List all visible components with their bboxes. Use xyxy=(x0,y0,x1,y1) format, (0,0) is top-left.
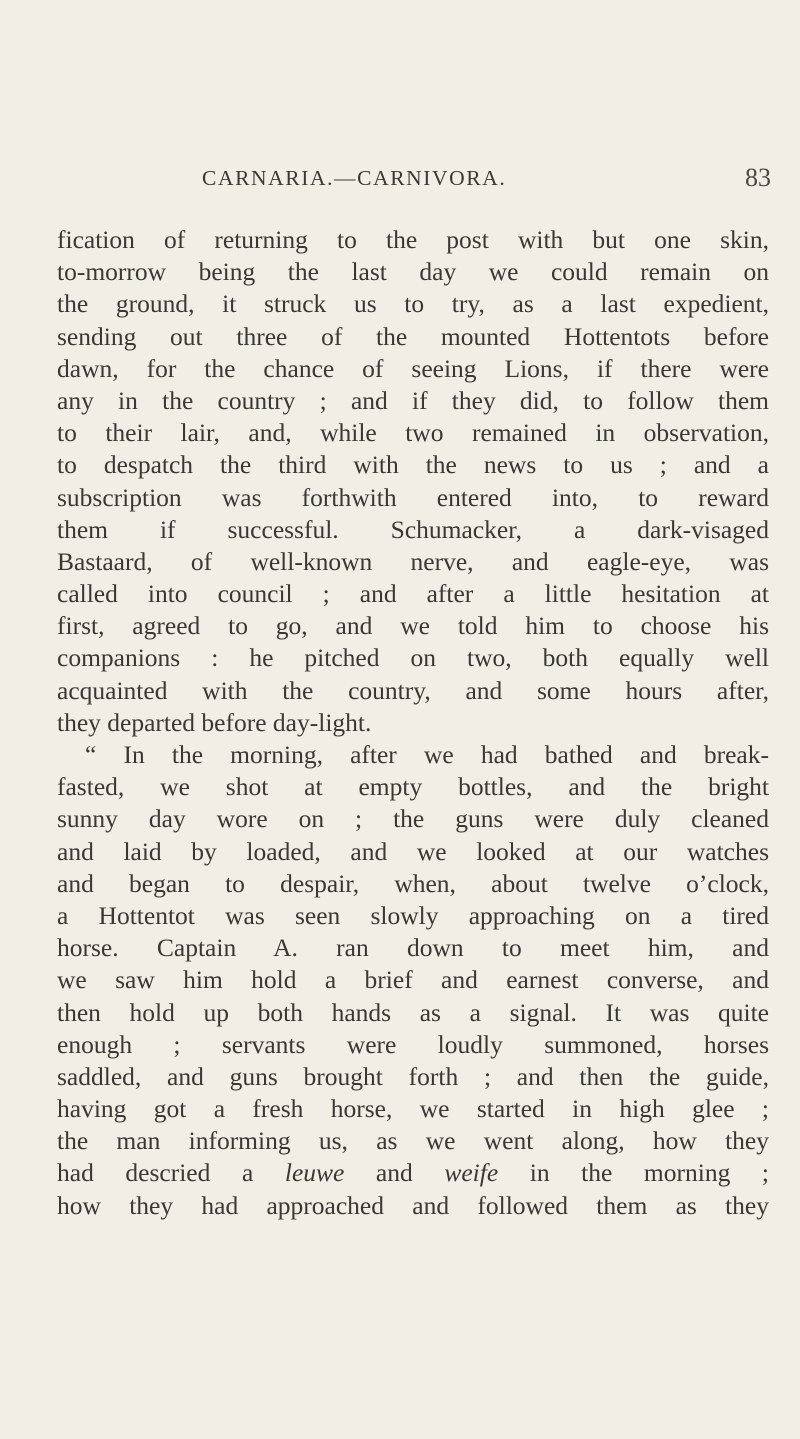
text-line: sunny day wore on ; the guns were duly cleaned xyxy=(57,804,769,834)
text-line: sending out three of the mounted Hottentots before xyxy=(57,321,769,351)
text-line: fication of returning to the post with but one skin, xyxy=(57,225,769,254)
paragraph-start-line: “ In the morning, after we had bathed and break- xyxy=(85,740,769,769)
italic-word-weife: weife xyxy=(444,1158,499,1188)
text-line: the man informing us, as we went along, how they xyxy=(57,1126,769,1156)
text-line: saddled, and guns brought forth ; and then the guide, xyxy=(57,1061,769,1091)
text-line: to-morrow being the last day we could remain on xyxy=(57,257,769,287)
text-line: fasted, we shot at empty bottles, and the bright xyxy=(57,772,769,802)
text-line: dawn, for the chance of seeing Lions, if there were xyxy=(57,353,769,383)
text-line: companions : he pitched on two, both equally well xyxy=(57,643,769,673)
text-line: Bastaard, of well-known nerve, and eagle-eye, was xyxy=(57,546,769,576)
text-line: them if successful. Schumacker, a dark-visaged xyxy=(57,514,769,544)
text-line: to despatch the third with the news to us ; and a xyxy=(57,450,769,480)
running-title: CARNARIA.—CARNIVORA. xyxy=(202,166,507,190)
paragraph-end-line: they departed before day-light. xyxy=(57,707,372,737)
text-line: how they had approached and followed them as they xyxy=(57,1190,769,1220)
text-line: horse. Captain A. ran down to meet him, and xyxy=(57,933,769,963)
text-line: a Hottentot was seen slowly approaching on a tired xyxy=(57,900,769,930)
body-text xyxy=(57,224,769,1222)
italic-word-leuwe: leuwe xyxy=(284,1158,345,1188)
text-line: first, agreed to go, and we told him to choose his xyxy=(57,611,769,641)
text-line: the ground, it struck us to try, as a last expedient, xyxy=(57,289,769,319)
text-line: and began to despair, when, about twelve o’clock, xyxy=(57,868,769,898)
line-text-part: and xyxy=(344,1158,445,1188)
text-line: to their lair, and, while two remained in observation, xyxy=(57,418,769,448)
text-line: acquainted with the country, and some hours after, xyxy=(57,675,769,705)
line-text-part: in the morning ; xyxy=(498,1158,770,1188)
text-line: called into council ; and after a little hesitation at xyxy=(57,579,769,609)
text-line: having got a fresh horse, we started in high glee ; xyxy=(57,1094,769,1124)
text-line: any in the country ; and if they did, to follow them xyxy=(57,385,769,415)
line-text-part: had descried a xyxy=(57,1158,285,1188)
text-line: subscription was forthwith entered into, to reward xyxy=(57,482,769,512)
text-line-with-italics xyxy=(57,1157,769,1189)
text-line: then hold up both hands as a signal. It was quite xyxy=(57,997,769,1027)
text-line: enough ; servants were loudly summoned, horses xyxy=(57,1029,769,1059)
running-head xyxy=(0,158,800,198)
page-number: 83 xyxy=(745,163,771,192)
text-line: and laid by loaded, and we looked at our watches xyxy=(57,836,769,866)
text-line: we saw him hold a brief and earnest converse, and xyxy=(57,965,769,995)
